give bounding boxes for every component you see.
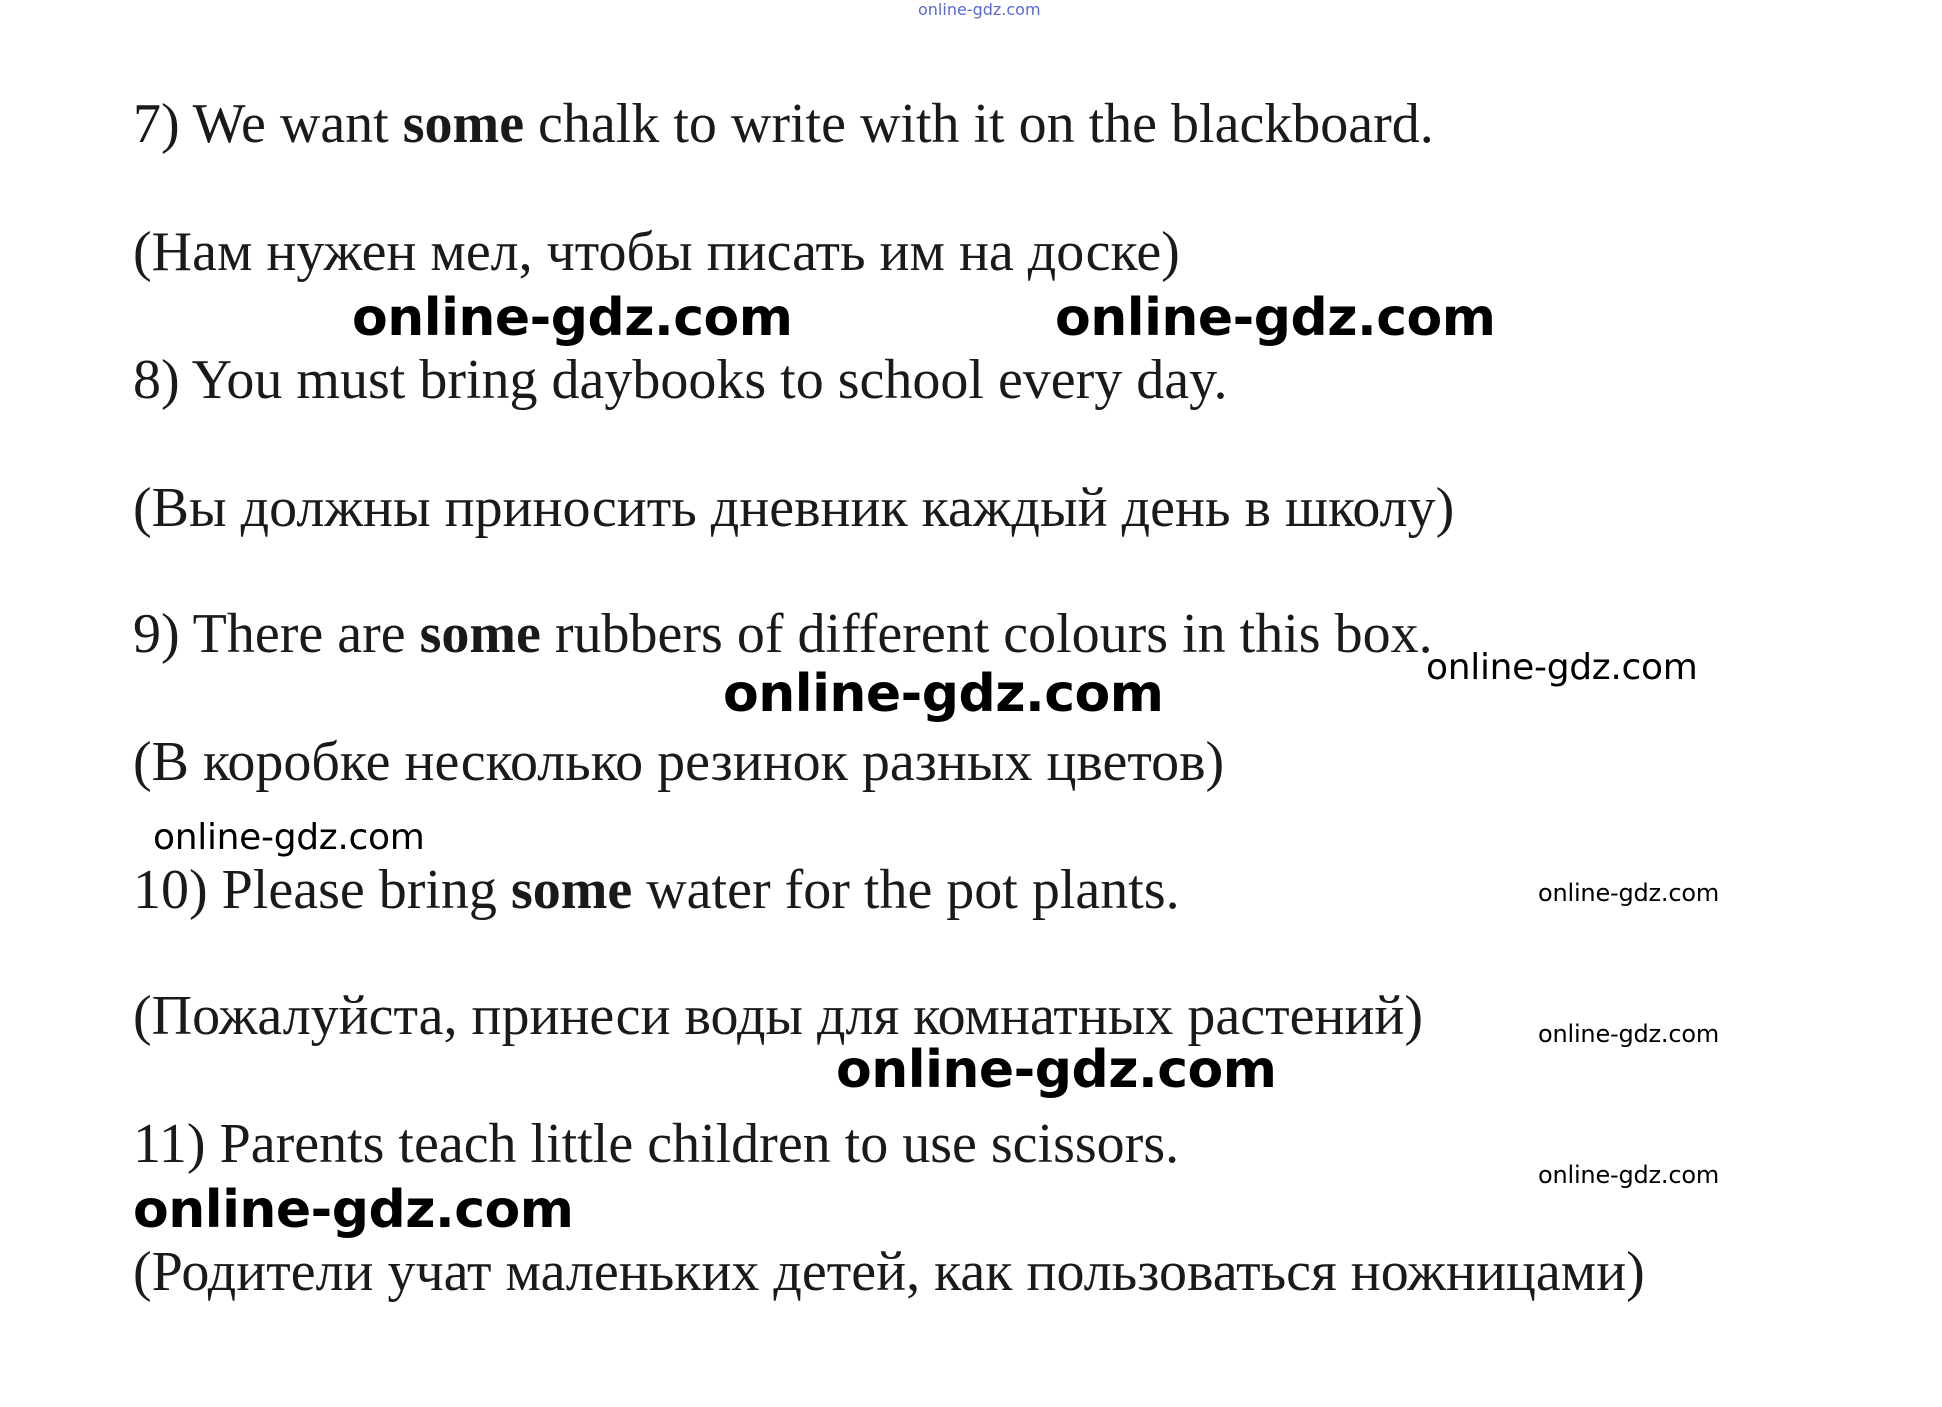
watermark-top: online-gdz.com [918, 0, 1041, 19]
sentence-text: There are [192, 603, 406, 665]
watermark: online-gdz.com [1055, 288, 1496, 348]
sentence-7 [133, 93, 1434, 155]
item-number: 7) [133, 93, 180, 155]
item-number: 9) [133, 603, 180, 665]
translation-11: (Родители учат маленьких детей, как пользоваться ножницами) [133, 1241, 1645, 1303]
watermark: online-gdz.com [723, 664, 1164, 724]
translation-8: (Вы должны приносить дневник каждый день в школу) [133, 477, 1455, 539]
sentence-text: You must bring daybooks to school every day. [191, 349, 1228, 411]
sentence-8 [133, 349, 1228, 411]
watermark: online-gdz.com [153, 817, 425, 858]
sentence-9 [133, 603, 1433, 665]
sentence-11 [133, 1113, 1180, 1175]
sentence-keyword: some [419, 603, 541, 665]
watermark: online-gdz.com [1538, 1020, 1720, 1048]
sentence-text: Parents teach little children to use scissors. [219, 1113, 1180, 1175]
sentence-keyword: some [402, 93, 525, 155]
sentence-keyword: some [510, 859, 633, 921]
translation-9: (В коробке несколько резинок разных цветов) [133, 731, 1225, 793]
item-number: 10) [133, 859, 208, 921]
sentence-text: Please bring [221, 859, 497, 921]
translation-10: (Пожалуйста, принеси воды для комнатных растений) [133, 985, 1424, 1047]
sentence-text: We want [192, 93, 389, 155]
item-number: 8) [133, 349, 180, 411]
watermark: online-gdz.com [352, 288, 793, 348]
sentence-text: chalk to write with it on the blackboard. [538, 93, 1434, 155]
watermark: online-gdz.com [133, 1180, 574, 1240]
sentence-text: rubbers of different colours in this box. [554, 603, 1433, 665]
watermark: online-gdz.com [1426, 647, 1698, 688]
sentence-text: water for the pot plants. [646, 859, 1180, 921]
item-number: 11) [133, 1113, 206, 1175]
watermark: online-gdz.com [1538, 1161, 1720, 1189]
watermark: online-gdz.com [1538, 879, 1720, 907]
translation-7: (Нам нужен мел, чтобы писать им на доске) [133, 221, 1180, 283]
watermark: online-gdz.com [836, 1040, 1277, 1100]
sentence-10 [133, 859, 1180, 921]
